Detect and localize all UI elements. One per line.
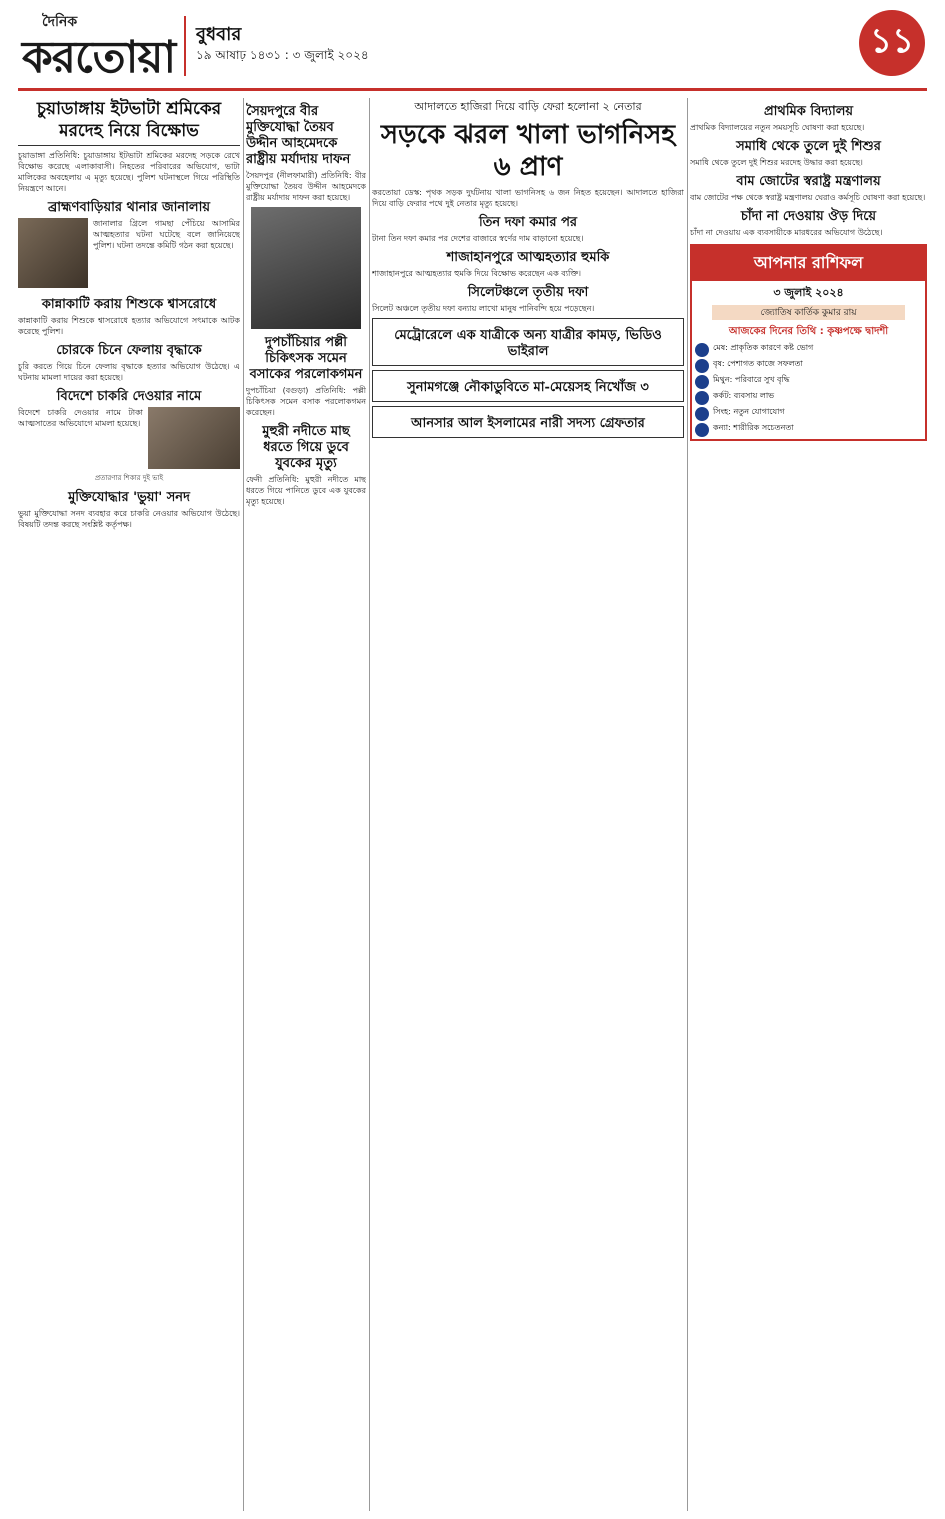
headline-thief: চোরকে চিনে ফেলায় বৃদ্ধাকে — [56, 343, 202, 358]
zodiac-icon — [695, 343, 709, 357]
headline-gold: তিন দফা কমার পর — [478, 215, 578, 230]
column-4 — [690, 98, 927, 1511]
headline-metro: মেট্রোরেলে এক যাত্রীকে অন্য যাত্রীর কামড়, ভিডিও ভাইরাল — [394, 328, 662, 359]
lead-headline: সড়কে ঝরল খালা ভাগনিসহ ৬ প্রাণ — [380, 120, 676, 182]
headline-boat: সুনামগঞ্জে নৌকাডুবিতে মা-মেয়েসহ নিখোঁজ ৩ — [407, 380, 649, 395]
column-divider — [243, 98, 244, 1511]
horoscope-item: কন্যা: শারীরিক সচেতনতা — [695, 423, 922, 437]
headline-abroad-job: বিদেশে চাকরি দেওয়ার নামে — [56, 389, 202, 404]
zodiac-icon — [695, 391, 709, 405]
horoscope-item: বৃষ: পেশাগত কাজে সফলতা — [695, 359, 922, 373]
article-left-alliance: বাম জোটের পক্ষ থেকে স্বরাষ্ট্র মন্ত্রণালয় ঘেরাও কর্মসূচি ঘোষণা করা হয়েছে। — [690, 193, 926, 202]
logo-small: দৈনিক — [42, 14, 78, 30]
masthead-rule — [18, 88, 927, 91]
zodiac-icon — [695, 375, 709, 389]
headline-primary-school: প্রাথমিক বিদ্যালয় — [763, 104, 854, 119]
horoscope-author: জ্যোতিষ কার্তিক কুমার রায় — [712, 305, 905, 320]
article-abroad-job: বিদেশে চাকরি দেওয়ার নামে টাকা আত্মসাতের অভিযোগে মামলা হয়েছে। — [18, 408, 143, 428]
headline-doctor: দুপচাঁচিয়ার পল্লী চিকিৎসক সমেন বসাকের পরলোকগমন — [249, 335, 363, 382]
story-box-boat — [372, 370, 684, 402]
article-fake-certificate: ভুয়া মুক্তিযোদ্ধা সনদ ব্যবহার করে চাকরি নেওয়ার অভিযোগ উঠেছে। বিষয়টি তদন্ত করছে সংশ্লিষ্ট কর্তৃপক্ষ। — [18, 509, 240, 529]
photo-caption: প্রতারণার শিকার দুই ভাই — [94, 474, 164, 482]
article-brahmanbaria: জানালার গ্রিলে গামছা পেঁচিয়ে আসামির আত্মহত্যার ঘটনা ঘটেছে বলে জানিয়েছে পুলিশ। ঘটনা তদন্তে কমিটি গঠন করা হয়েছে। — [93, 219, 240, 250]
article-freedom-fighter: সৈয়দপুর (নীলফামারী) প্রতিনিধি: বীর মুক্তিযোদ্ধা তৈয়ব উদ্দীন আহমেদকে রাষ্ট্রীয় মর্যাদায় দাফন করা হয়েছে। — [246, 171, 366, 202]
article-sylhet: সিলেট অঞ্চলে তৃতীয় দফা বন্যায় লাখো মানুষ পানিবন্দি হয়ে পড়েছেন। — [372, 304, 595, 313]
headline-left-alliance: বাম জোটের স্বরাষ্ট্র মন্ত্রণালয় — [736, 174, 881, 189]
article-grave: সমাধি থেকে তুলে দুই শিশুর মরদেহ উদ্ধার করা হয়েছে। — [690, 158, 863, 167]
headline-fake-certificate: মুক্তিযোদ্ধার 'ভুয়া' সনদ — [68, 490, 190, 505]
horoscope-tithi: আজকের দিনের তিথি : কৃষ্ণপক্ষে দ্বাদশী — [728, 326, 889, 337]
masthead-day: বুধবার — [196, 24, 242, 45]
headline-shajahanpur: শাজাহানপুরে আত্মহত্যার হুমকি — [446, 250, 610, 265]
newspaper-logo: করতোয়া — [22, 32, 176, 83]
horoscope-title: আপনার রাশিফল — [692, 246, 925, 281]
masthead-date: ১৯ আষাঢ় ১৪৩১ : ৩ জুলাই ২০২৪ — [196, 48, 369, 62]
zodiac-icon — [695, 423, 709, 437]
masthead-divider — [184, 16, 186, 76]
lead-kicker: আদালতে হাজিরা দিয়ে বাড়ি ফেরা হলোনা ২ নেতার — [414, 100, 642, 113]
column-divider — [687, 98, 688, 1511]
column-1 — [18, 98, 240, 1511]
horoscope-item: মেষ: প্রাকৃতিক কারণে কষ্ট ভোগ — [695, 343, 922, 357]
article-brickfield: চুয়াডাঙ্গা প্রতিনিধি: চুয়াডাঙ্গায় ইটভাটা শ্রমিকের মরদেহ সড়কে রেখে বিক্ষোভ করেছে এলাকাবাসী। নিহতের পরিবারের অভিযোগ, ভাটা মালিকের অবহেলায় এ মৃত্যু হয়েছে। পুলিশ ঘটনাস্থলে গিয়ে পরিস্থিতি নিয়ন্ত্রণে আনে। — [18, 151, 240, 193]
story-box-ansar — [372, 406, 684, 438]
zodiac-icon — [695, 407, 709, 421]
article-thief: চুরি করতে গিয়ে চিনে ফেলায় বৃদ্ধাকে হত্যার অভিযোগ উঠেছে। এ ঘটনায় মামলা দায়ের করা হয়েছে। — [18, 362, 240, 382]
photo-doctor — [251, 207, 361, 329]
headline-sylhet: সিলেটঞ্চলে তৃতীয় দফা — [467, 285, 589, 300]
horoscope-item: সিংহ: নতুন যোগাযোগ — [695, 407, 922, 421]
headline-brickfield: চুয়াডাঙ্গায় ইটভাটা শ্রমিকের মরদেহ নিয়ে বিক্ষোভ — [18, 98, 240, 146]
column-divider — [369, 98, 370, 1511]
headline-grave: সমাধি থেকে তুলে দুই শিশুর — [736, 139, 881, 154]
page-number: ১১ — [859, 10, 925, 76]
lead-article: করতোয়া ডেস্ক: পৃথক সড়ক দুর্ঘটনায় খালা ভাগনিসহ ৬ জন নিহত হয়েছেন। আদালতে হাজিরা দিয়ে বাড়ি ফেরার পথে দুই নেতার মৃত্যু হয়েছে। — [372, 188, 684, 208]
article-gold: টানা তিন দফা কমার পর দেশের বাজারে স্বর্ণের দাম বাড়ানো হয়েছে। — [372, 234, 584, 243]
horoscope-item: মিথুন: পরিবারে সুখ বৃদ্ধি — [695, 375, 922, 389]
headline-muhuri: মুহুরী নদীতে মাছ ধরতে গিয়ে ডুবে যুবকের মৃত্যু — [262, 424, 350, 471]
horoscope-box — [690, 244, 927, 441]
article-extortion: চাঁদা না দেওয়ায় এক ব্যবসায়ীকে মারধরের অভিযোগ উঠেছে। — [690, 228, 883, 237]
masthead — [0, 0, 945, 112]
headline-freedom-fighter: সৈয়দপুরে বীর মুক্তিযোদ্ধা তৈয়ব উদ্দীন আহমেদকে রাষ্ট্রীয় মর্যাদায় দাফন — [246, 104, 351, 167]
headline-brahmanbaria: ব্রাহ্মণবাড়িয়ার থানার জানালায় — [48, 200, 210, 215]
article-child: কান্নাকাটি করায় শিশুকে শ্বাসরোধে হত্যার অভিযোগে সৎমাকে আটক করেছে পুলিশ। — [18, 316, 240, 336]
column-3 — [372, 98, 684, 1511]
column-2 — [246, 98, 366, 1511]
horoscope-date: ৩ জুলাই ২০২৪ — [773, 286, 844, 299]
headline-extortion: চাঁদা না দেওয়ায় ঔড় দিয়ে — [740, 209, 877, 224]
headline-child: কান্নাকাটি করায় শিশুকে শ্বাসরোধে — [41, 297, 217, 312]
photo-two-brothers — [148, 407, 240, 469]
article-muhuri: ফেনী প্রতিনিধি: মুহুরী নদীতে মাছ ধরতে গিয়ে পানিতে ডুবে এক যুবকের মৃত্যু হয়েছে। — [246, 475, 366, 506]
headline-ansar: আনসার আল ইসলামের নারী সদস্য গ্রেফতার — [411, 416, 645, 431]
horoscope-item: কর্কট: ব্যবসায় লাভ — [695, 391, 922, 405]
story-box-metro — [372, 318, 684, 366]
photo-portrait — [18, 218, 88, 288]
article-shajahanpur: শাজাহানপুরে আত্মহত্যার হুমকি দিয়ে বিক্ষোভ করেছেন এক ব্যক্তি। — [372, 269, 581, 278]
article-doctor: দুপচাঁচিয়া (বগুড়া) প্রতিনিধি: পল্লী চিকিৎসক সমেন বসাক পরলোকগমন করেছেন। — [246, 386, 366, 417]
zodiac-icon — [695, 359, 709, 373]
article-primary-school: প্রাথমিক বিদ্যালয়ের নতুন সময়সূচি ঘোষণা করা হয়েছে। — [690, 123, 865, 132]
